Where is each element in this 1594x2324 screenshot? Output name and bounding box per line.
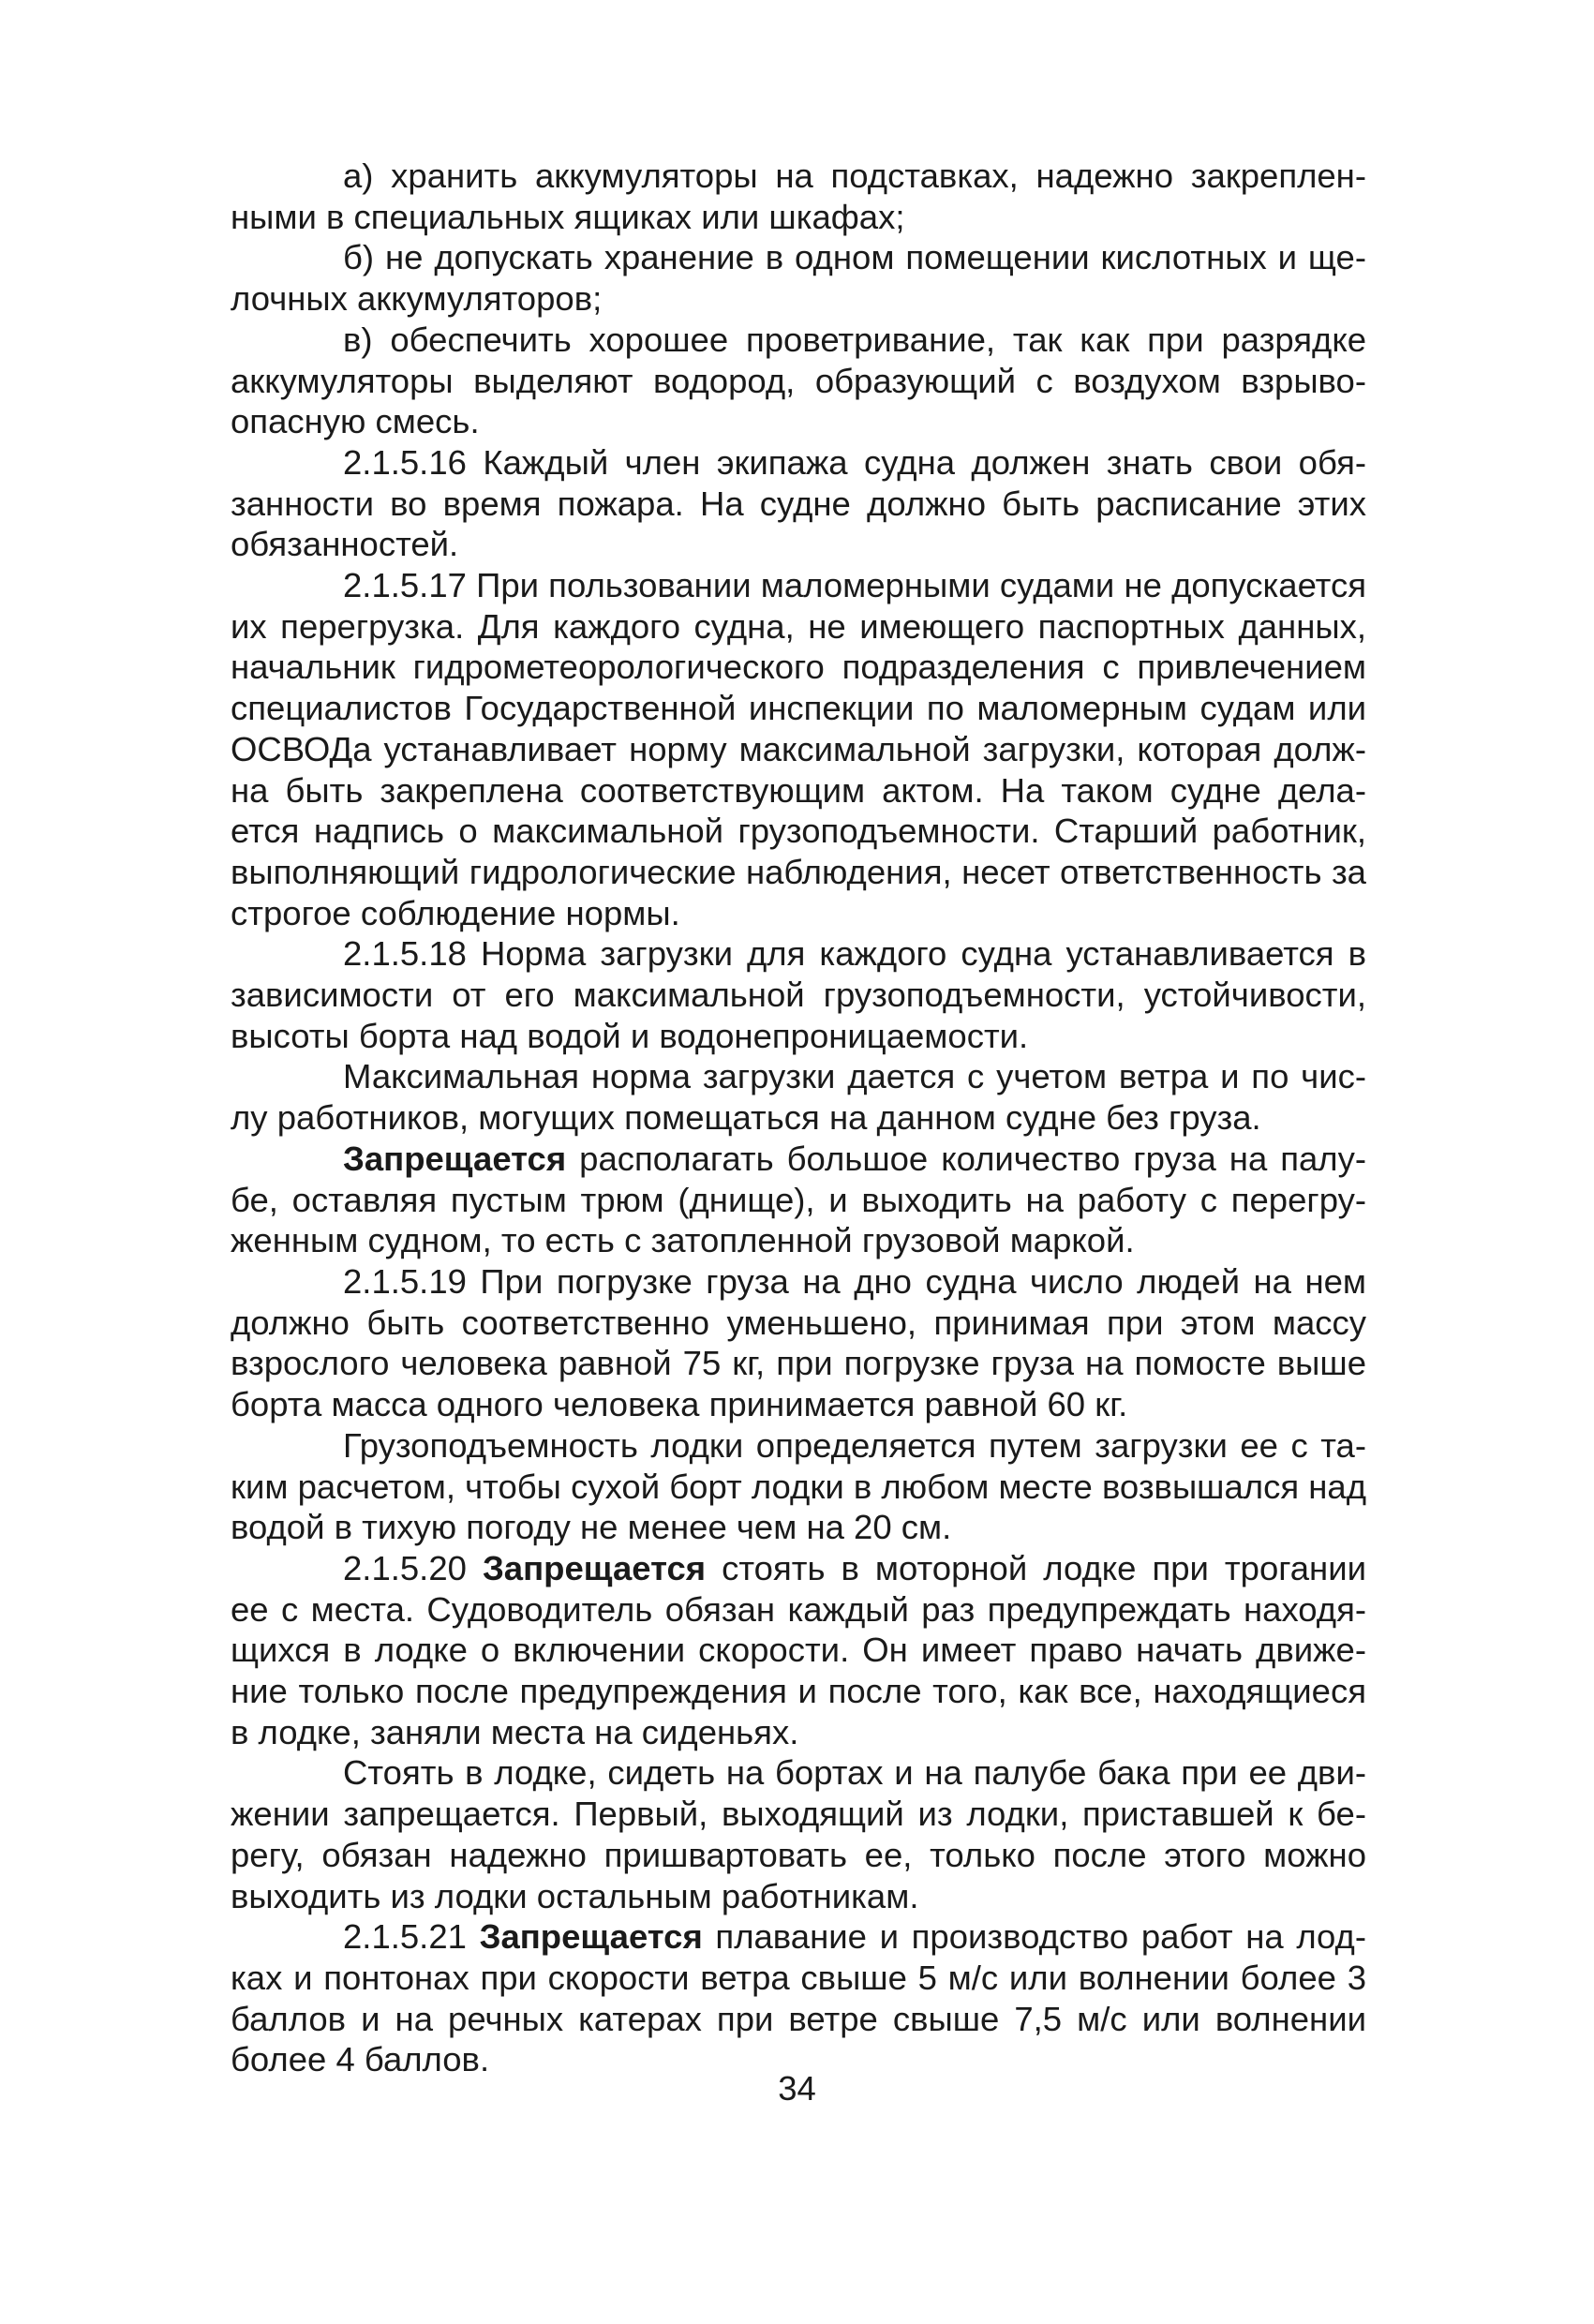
paragraph-text: в) обеспечить хорошее проветривание, так как при разрядке аккумуляторы выделяют водород, образующий с воздухом взрыво-опасную смесь. xyxy=(231,320,1366,441)
paragraph-text: Грузоподъемность лодки определяется путем загрузки ее с та-ким расчетом, чтобы сухой борт лодки в любом месте возвышался над водой в тихую погоду не менее чем на 20 см. xyxy=(231,1425,1366,1547)
paragraph-text: а) хранить аккумуляторы на подставках, надежно закреплен-ными в специальных ящиках или шкафах; xyxy=(231,156,1366,236)
paragraph-max-load-norm xyxy=(231,1056,1366,1138)
paragraph-text: 2.1.5.17 При пользовании маломерными судами не допускается их перегрузка. Для каждого судна, не имеющего паспортных данных, начальник гидрометеорологического подразделения с привлечением специалистов Государственной инспекции по маломерным судам или ОСВОДа устанавливает норму максимальной загрузки, которая долж-на быть закреплена соответствующим актом. На таком судне дела-ется надпись о максимальной грузоподъемности. Старший работник, выполняющий гидрологические наблюдения, несет ответственность за строгое соблюдение нормы. xyxy=(231,566,1366,932)
paragraph-standing-in-boat xyxy=(231,1752,1366,1916)
paragraph-text: Максимальная норма загрузки дается с учетом ветра и по чис-лу работников, могущих помещаться на данном судне без груза. xyxy=(231,1057,1366,1138)
paragraph-text: б) не допускать хранение в одном помещении кислотных и ще-лочных аккумуляторов; xyxy=(231,238,1366,319)
bold-prohibition: Запрещается xyxy=(343,1139,567,1178)
paragraph-text: 2.1.5.16 Каждый член экипажа судна должен знать свои обя-занности во время пожара. На судне должно быть расписание этих обязанностей. xyxy=(231,442,1366,564)
paragraph-lead: 2.1.5.20 xyxy=(343,1548,483,1587)
paragraph-lead: 2.1.5.21 xyxy=(343,1917,480,1957)
bold-prohibition: Запрещается xyxy=(482,1548,707,1587)
page-number: 34 xyxy=(778,2069,816,2108)
page-body xyxy=(231,156,1366,2080)
paragraph-text: плавание и производство работ на лод-ках и понтонах при скорости ветра свыше 5 м/с или волнении более 3 баллов и на речных катерах при ветре свыше 7,5 м/с или волнении более 4 баллов. xyxy=(231,1917,1366,2079)
paragraph-2-1-5-19 xyxy=(231,1261,1366,1425)
paragraph-boat-capacity xyxy=(231,1425,1366,1548)
paragraph-prohibited-deck-load xyxy=(231,1139,1366,1261)
paragraph-2-1-5-20 xyxy=(231,1548,1366,1753)
paragraph-2-1-5-17 xyxy=(231,565,1366,933)
paragraph-text: Стоять в лодке, сидеть на бортах и на палубе бака при ее дви-жении запрещается. Первый, выходящий из лодки, приставшей к бе-регу, обязан надежно пришвартовать ее, только после этого можно выходить из лодки остальным работникам. xyxy=(231,1753,1366,1915)
paragraph-2-1-5-16 xyxy=(231,442,1366,565)
paragraph-acid-alkaline xyxy=(231,237,1366,319)
paragraph-text: 2.1.5.19 При погрузке груза на дно судна число людей на нем должно быть соответственно уменьшено, принимая при этом массу взрослого человека равной 75 кг, при погрузке груза на помосте выше борта масса одного человека принимается равной 60 кг. xyxy=(231,1261,1366,1424)
paragraph-text: стоять в моторной лодке при трогании ее с места. Судоводитель обязан каждый раз предупреждать находя-щихся в лодке о включении скорости. Он имеет право начать движе-ние только после предупреждения и после того, как все, находящиеся в лодке, заняли места на сиденьях. xyxy=(231,1548,1366,1751)
paragraph-storage-stands xyxy=(231,156,1366,237)
paragraph-2-1-5-18 xyxy=(231,933,1366,1056)
paragraph-ventilation xyxy=(231,320,1366,442)
paragraph-text: 2.1.5.18 Норма загрузки для каждого судна устанавливается в зависимости от его максимальной грузоподъемности, устойчивости, высоты борта над водой и водонепроницаемости. xyxy=(231,934,1366,1055)
bold-prohibition: Запрещается xyxy=(479,1917,703,1957)
paragraph-2-1-5-21 xyxy=(231,1916,1366,2080)
paragraph-text: располагать большое количество груза на палу-бе, оставляя пустым трюм (днище), и выходить на работу с перегру-женным судном, то есть с затопленной грузовой маркой. xyxy=(231,1139,1366,1260)
